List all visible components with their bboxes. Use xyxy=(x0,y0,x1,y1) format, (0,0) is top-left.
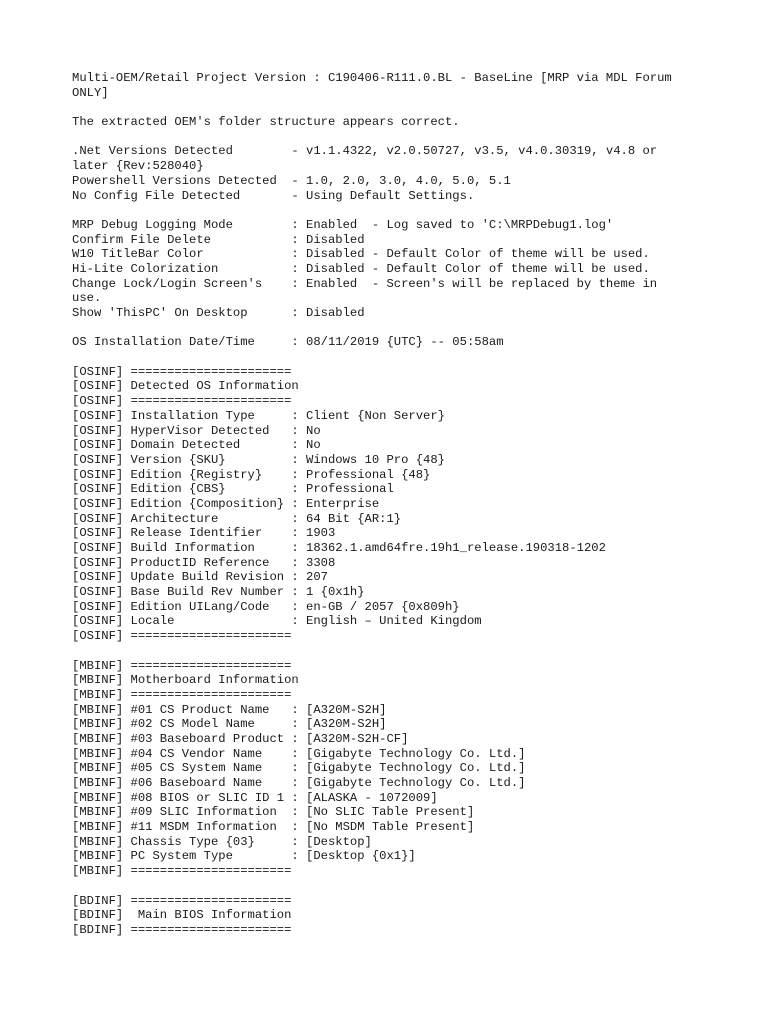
log-line: [MBINF] #05 CS System Name : [Gigabyte Technology Co. Ltd.] xyxy=(72,761,526,776)
blank-line xyxy=(72,203,688,218)
log-line: [BDINF] ====================== xyxy=(72,922,292,937)
log-line: [OSINF] ====================== xyxy=(72,629,292,644)
blank-line xyxy=(72,644,688,659)
log-line: ONLY] xyxy=(72,85,109,100)
log-line: Multi-OEM/Retail Project Version : C190406-R111.0.BL - BaseLine [MRP via MDL Forum xyxy=(72,71,672,85)
log-line: [MBINF] #04 CS Vendor Name : [Gigabyte Technology Co. Ltd.] xyxy=(72,746,526,761)
log-line: Show 'ThisPC' On Desktop : Disabled xyxy=(72,306,365,320)
log-line: Hi-Lite Colorization : Disabled - Default Color of theme will be used. xyxy=(72,261,650,276)
log-line: [OSINF] Architecture : 64 Bit {AR:1} xyxy=(72,511,402,526)
log-line: later {Rev:528040} xyxy=(72,159,204,174)
blank-line xyxy=(72,879,688,894)
log-line: [OSINF] Detected OS Information xyxy=(72,379,299,394)
log-line: [OSINF] Locale : English – United Kingdom xyxy=(72,614,482,629)
blank-line xyxy=(72,321,688,336)
log-line: .Net Versions Detected - v1.1.4322, v2.0.50727, v3.5, v4.0.30319, v4.8 or xyxy=(72,144,658,159)
log-line: [OSINF] ====================== xyxy=(72,394,292,409)
log-line: [MBINF] #06 Baseboard Name : [Gigabyte Technology Co. Ltd.] xyxy=(72,776,526,790)
log-line: [MBINF] Motherboard Information xyxy=(72,673,299,688)
log-line: OS Installation Date/Time : 08/11/2019 {UTC} -- 05:58am xyxy=(72,335,504,350)
log-line: [OSINF] HyperVisor Detected : No xyxy=(72,423,321,438)
log-line: [MBINF] #01 CS Product Name : [A320M-S2H] xyxy=(72,702,387,717)
blank-line xyxy=(72,350,688,365)
log-line: [MBINF] #02 CS Model Name : [A320M-S2H] xyxy=(72,717,387,732)
log-line: [MBINF] Chassis Type {03} : [Desktop] xyxy=(72,834,372,849)
log-line: [OSINF] Base Build Rev Number : 1 {0x1h} xyxy=(72,585,365,600)
log-line: use. xyxy=(72,291,102,306)
log-line: [OSINF] Edition {Composition} : Enterprise xyxy=(72,496,380,511)
log-line: [OSINF] Version {SKU} : Windows 10 Pro {48} xyxy=(72,452,445,467)
log-line: [OSINF] ====================== xyxy=(72,364,292,379)
log-line: [MBINF] #03 Baseboard Product : [A320M-S2H-CF] xyxy=(72,731,409,746)
log-line: W10 TitleBar Color : Disabled - Default Color of theme will be used. xyxy=(72,247,650,262)
log-line: [OSINF] Edition UILang/Code : en-GB / 2057 {0x809h} xyxy=(72,599,460,614)
log-line: No Config File Detected - Using Default Settings. xyxy=(72,188,475,203)
log-line: [OSINF] Build Information : 18362.1.amd64fre.19h1_release.190318-1202 xyxy=(72,541,606,555)
log-line: [OSINF] ProductID Reference : 3308 xyxy=(72,555,336,570)
log-line: [OSINF] Edition {Registry} : Professional {48} xyxy=(72,467,431,482)
log-line: The extracted OEM's folder structure appears correct. xyxy=(72,115,460,130)
log-line: Change Lock/Login Screen's : Enabled - Screen's will be replaced by theme in xyxy=(72,276,658,291)
log-line: [MBINF] ====================== xyxy=(72,658,292,673)
blank-line xyxy=(72,100,688,115)
log-line: [MBINF] ====================== xyxy=(72,687,292,702)
log-line: MRP Debug Logging Mode : Enabled - Log saved to 'C:\MRPDebug1.log' xyxy=(72,217,614,232)
log-line: [OSINF] Edition {CBS} : Professional xyxy=(72,482,394,497)
log-line: [MBINF] #09 SLIC Information : [No SLIC Table Present] xyxy=(72,805,475,820)
log-line: [BDINF] Main BIOS Information xyxy=(72,908,292,923)
blank-line xyxy=(72,130,688,145)
log-line: Confirm File Delete : Disabled xyxy=(72,232,365,247)
log-line: [OSINF] Installation Type : Client {Non Server} xyxy=(72,408,445,423)
log-line: Powershell Versions Detected - 1.0, 2.0, 3.0, 4.0, 5.0, 5.1 xyxy=(72,173,511,188)
log-line: [MBINF] #11 MSDM Information : [No MSDM Table Present] xyxy=(72,820,475,835)
log-document xyxy=(72,71,688,938)
log-line: [OSINF] Update Build Revision : 207 xyxy=(72,570,328,585)
log-line: [BDINF] ====================== xyxy=(72,893,292,908)
log-line: [MBINF] PC System Type : [Desktop {0x1}] xyxy=(72,849,416,864)
log-line: [OSINF] Domain Detected : No xyxy=(72,438,321,453)
log-line: [MBINF] #08 BIOS or SLIC ID 1 : [ALASKA - 1072009] xyxy=(72,790,438,805)
log-line: [OSINF] Release Identifier : 1903 xyxy=(72,526,336,541)
log-line: [MBINF] ====================== xyxy=(72,864,292,879)
